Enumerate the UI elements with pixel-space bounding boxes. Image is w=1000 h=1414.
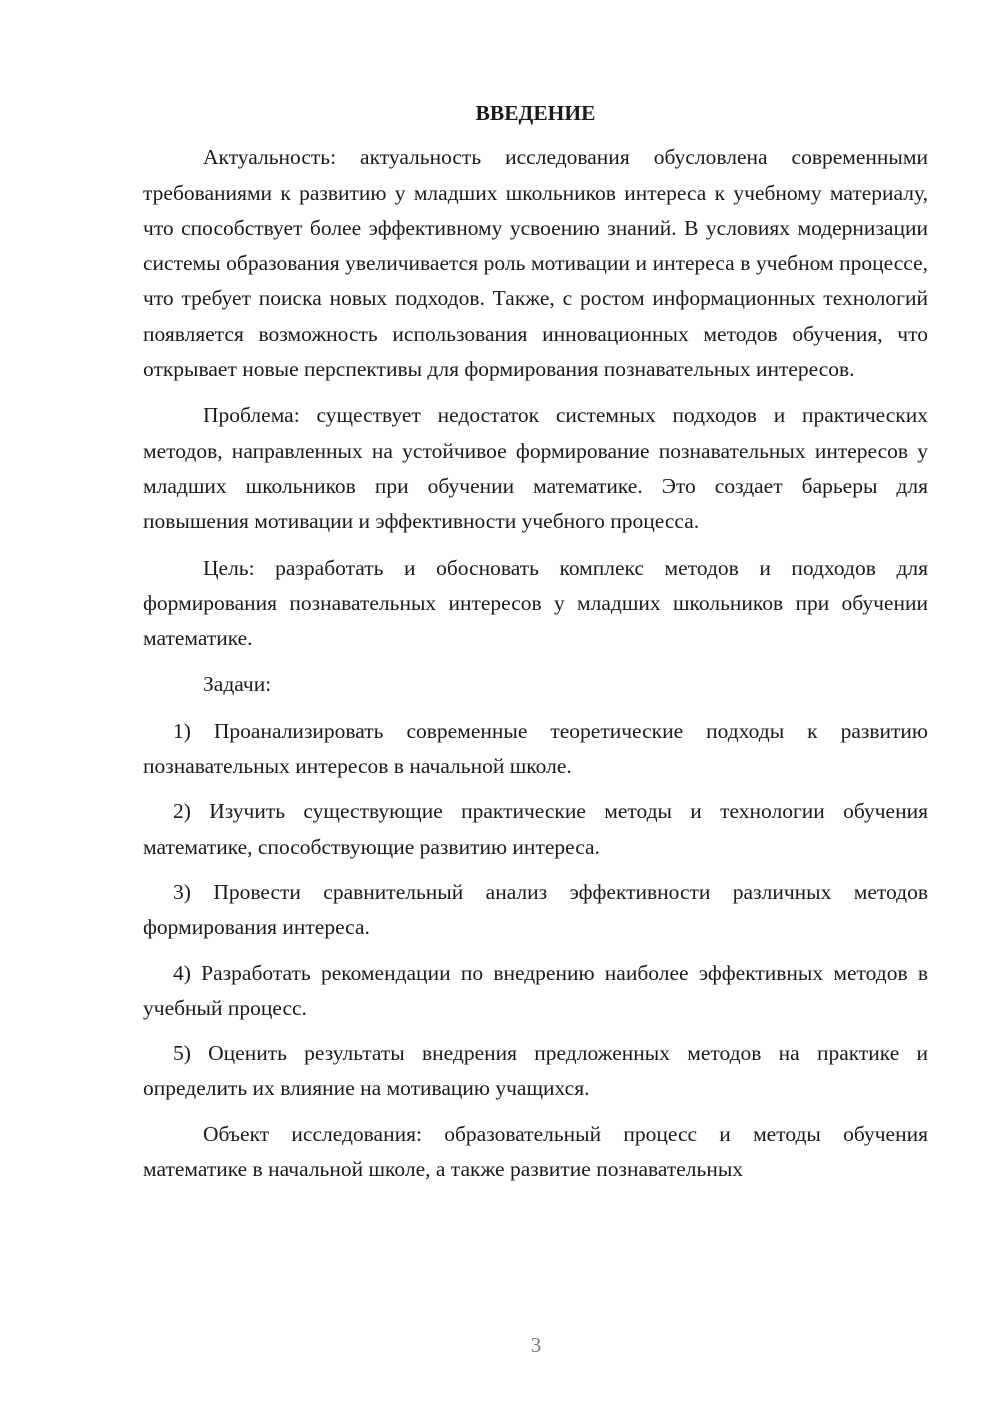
tasks-heading: Задачи:: [203, 672, 272, 697]
goal-paragraph: Цель: разработать и обосновать комплекс методов и подходов для формирования познавательных интересов у младших школьников при обучении математике.: [143, 555, 928, 651]
page-content: [143, 96, 928, 1187]
page-number: 3: [530, 1333, 542, 1357]
tasks-list: [143, 714, 928, 1107]
task-item-1: 1) Проанализировать современные теоретические подходы к развитию познавательных интересов в начальной школе.: [143, 718, 928, 779]
task-item-3: 3) Провести сравнительный анализ эффективности различных методов формирования интереса.: [143, 879, 928, 940]
task-item-2: 2) Изучить существующие практические методы и технологии обучения математике, способствующие развитию интереса.: [143, 799, 928, 859]
page-title: ВВЕДЕНИЕ: [475, 101, 596, 125]
task-item-4: 4) Разработать рекомендации по внедрению наиболее эффективных методов в учебный процесс.: [143, 960, 928, 1020]
object-paragraph: Объект исследования: образовательный процесс и методы обучения математике в начальной школе, а также развитие познавательных: [143, 1121, 928, 1182]
problem-paragraph: Проблема: существует недостаток системных подходов и практических методов, направленных на устойчивое формирование познавательных интересов у младших школьников при обучении математике. Это создает барьеры для повышения мотивации и эффективности учебного процесса.: [143, 403, 928, 534]
relevance-paragraph: Актуальность: актуальность исследования обусловлена современными требованиями к развитию у младших школьников интереса к учебному материалу, что способствует более эффективному усвоению знаний. В условиях модернизации системы образования увеличивается роль мотивации и интереса в учебном процессе, что требует поиска новых подходов. Также, с ростом информационных технологий появляется возможность использования инновационных методов обучения, что открывает новые перспективы для формирования познавательных интересов.: [143, 145, 928, 382]
task-item-5: 5) Оценить результаты внедрения предложенных методов на практике и определить их влияние на мотивацию учащихся.: [143, 1041, 928, 1101]
